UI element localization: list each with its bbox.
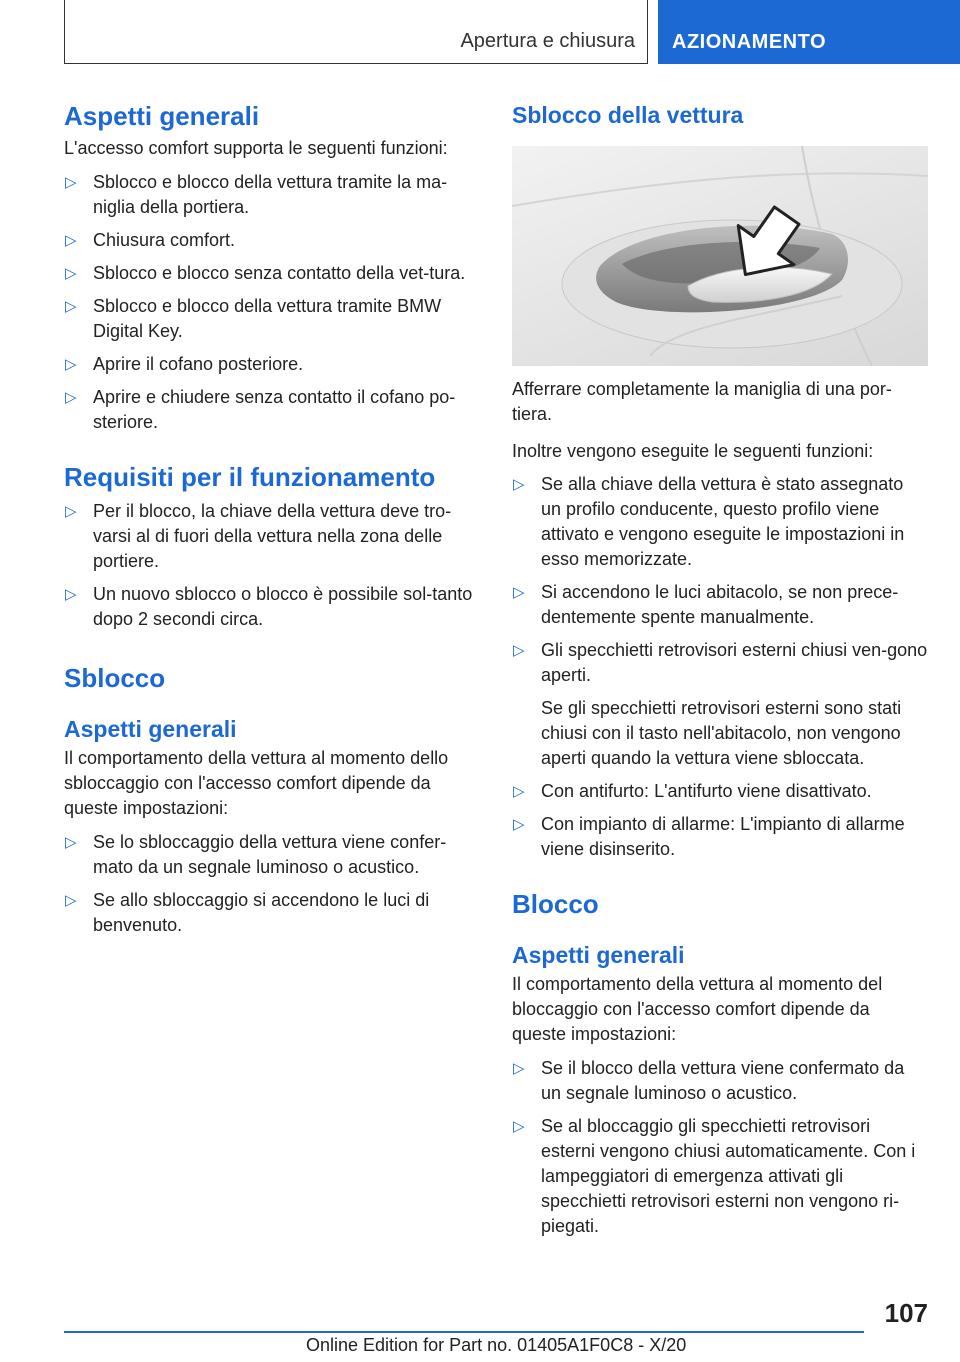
right-column [512,100,928,1239]
footer-divider [64,1331,864,1333]
unlock-functions-list [512,472,928,862]
list-item [64,830,478,880]
bullet-triangle-icon: ▷ [65,356,77,373]
subsection-title-lock-general: Aspetti generali [512,942,685,968]
list-item [512,1056,928,1106]
list-item [512,472,928,572]
list-item-text: Se al bloccaggio gli specchietti retrovisori esterni vengono chiusi automaticamente. Con i lampeggiatori di emergenza attivati gli specchietti retrovisori esterni non vengono ri-piegati. [541,1116,916,1236]
list-item-text: Aprire e chiudere senza contatto il cofano po-steriore. [93,387,456,432]
list-item-text: Se allo sbloccaggio si accendono le luci di benvenuto. [93,890,430,935]
unlock-settings-list [64,830,478,938]
general-intro: L'accesso comfort supporta le seguenti funzioni: [64,138,448,158]
header-section-title: Apertura e chiusura [460,30,635,52]
list-item-text: Con impianto di allarme: L'impianto di allarme viene disinserito. [541,814,905,859]
list-item [512,580,928,630]
bullet-triangle-icon: ▷ [513,642,525,659]
door-handle-photo [512,146,928,366]
header-chapter-tab [658,0,960,64]
bullet-triangle-icon: ▷ [513,783,525,800]
list-item [64,499,478,574]
door-handle-illustration [512,146,928,366]
general-feature-list [64,170,478,435]
list-item [64,294,478,344]
list-item [512,638,928,771]
header-chapter-title: AZIONAMENTO [672,31,827,53]
lock-intro: Il comportamento della vettura al momento del bloccaggio con l'accesso comfort dipende da queste impostazioni: [512,974,883,1044]
section-title-unlock-vehicle: Sblocco della vettura [512,102,744,128]
bullet-triangle-icon: ▷ [65,298,77,315]
unlock-functions-intro: Inoltre vengono eseguite le seguenti funzioni: [512,441,874,461]
header-section-tab [64,0,648,64]
list-item-text: Sblocco e blocco della vettura tramite la ma-niglia della portiera. [93,172,448,217]
bullet-triangle-icon: ▷ [513,1118,525,1135]
list-item-text: Se il blocco della vettura viene confermato da un segnale luminoso o acustico. [541,1058,905,1103]
subsection-title-unlock-general: Aspetti generali [64,716,237,742]
list-item [64,261,478,286]
bullet-triangle-icon: ▷ [65,586,77,603]
bullet-triangle-icon: ▷ [65,232,77,249]
lock-settings-list [512,1056,928,1239]
list-item-text: Sblocco e blocco senza contatto della vet-tura. [93,263,466,283]
bullet-triangle-icon: ▷ [513,476,525,493]
section-title-unlock: Sblocco [64,663,166,693]
list-item-text: Se alla chiave della vettura è stato assegnato un profilo conducente, questo profilo viene attivato e vengono eseguite le impostazioni in esso memorizzate. [541,474,905,569]
bullet-triangle-icon: ▷ [513,584,525,601]
list-item-note: Se gli specchietti retrovisori esterni sono stati chiusi con il tasto nell'abitacolo, non vengono aperti quando la vettura viene sbloccata. [541,698,902,768]
list-item [512,812,928,862]
bullet-triangle-icon: ▷ [513,816,525,833]
bullet-triangle-icon: ▷ [65,265,77,282]
section-title-general: Aspetti generali [64,101,260,131]
bullet-triangle-icon: ▷ [65,503,77,520]
left-column [64,100,478,938]
list-item [64,228,478,253]
list-item-text: Gli specchietti retrovisori esterni chiusi ven-gono aperti. [541,640,928,685]
list-item-text: Per il blocco, la chiave della vettura deve tro-varsi al di fuori della vettura nella zona delle portiere. [93,501,452,571]
list-item [64,888,478,938]
requirements-list [64,499,478,632]
list-item-text: Si accendono le luci abitacolo, se non prece-dentemente spente manualmente. [541,582,899,627]
unlock-intro: Il comportamento della vettura al momento dello sbloccaggio con l'accesso comfort dipende da queste impostazioni: [64,748,449,818]
footer-edition: Online Edition for Part no. 01405A1F0C8 - X/20 [306,1335,687,1355]
list-item [64,352,478,377]
list-item-text: Un nuovo sblocco o blocco è possibile sol-tanto dopo 2 secondi circa. [93,584,473,629]
bullet-triangle-icon: ▷ [513,1060,525,1077]
list-item [64,170,478,220]
list-item-text: Chiusura comfort. [93,230,236,250]
list-item-text: Se lo sbloccaggio della vettura viene confer-mato da un segnale luminoso o acustico. [93,832,447,877]
list-item-text: Sblocco e blocco della vettura tramite BMW Digital Key. [93,296,442,341]
list-item [512,1114,928,1239]
section-title-lock: Blocco [512,889,599,919]
list-item-text: Aprire il cofano posteriore. [93,354,304,374]
list-item [64,582,478,632]
list-item [64,385,478,435]
bullet-triangle-icon: ▷ [65,174,77,191]
bullet-triangle-icon: ▷ [65,834,77,851]
bullet-triangle-icon: ▷ [65,892,77,909]
list-item [512,779,928,804]
bullet-triangle-icon: ▷ [65,389,77,406]
page-number: 107 [884,1298,928,1328]
section-title-requirements: Requisiti per il funzionamento [64,462,436,492]
list-item-text: Con antifurto: L'antifurto viene disattivato. [541,781,872,801]
unlock-caption: Afferrare completamente la maniglia di una por-tiera. [512,379,892,424]
